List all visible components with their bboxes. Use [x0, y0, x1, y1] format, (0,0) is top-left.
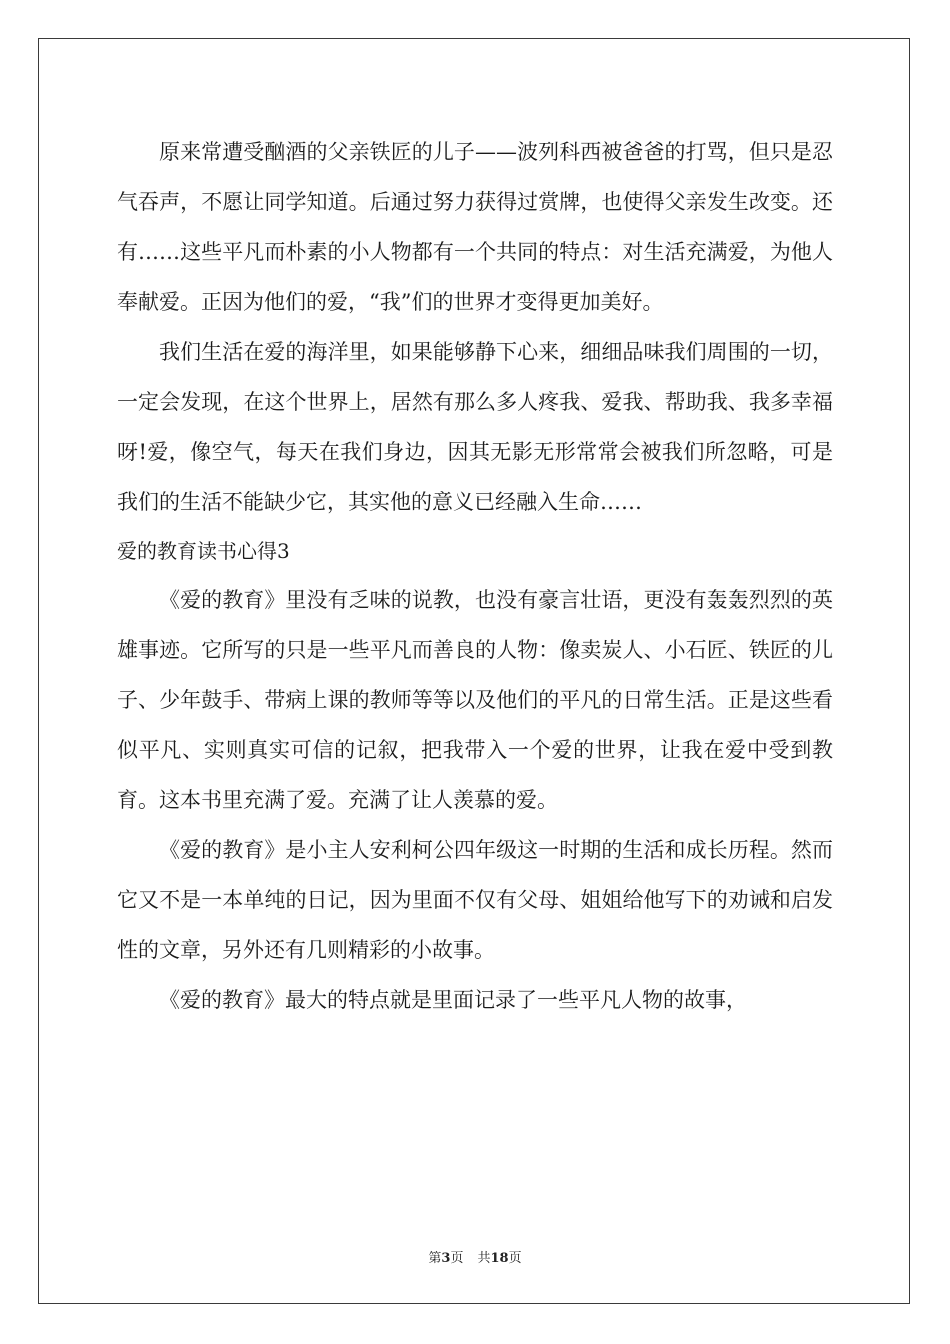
paragraph: 原来常遭受酗酒的父亲铁匠的儿子——波列科西被爸爸的打骂，但只是忍气吞声，不愿让同学知道。后通过努力获得过赏牌，也使得父亲发生改变。还有……这些平凡而朴素的小人物都有一个共同的特点：对生活充满爱，为他人奉献爱。正因为他们的爱，“我”们的世界才变得更加美好。: [117, 140, 833, 314]
paragraph: 《爱的教育》是小主人安利柯公四年级这一时期的生活和成长历程。然而它又不是一本单纯的日记，因为里面不仅有父母、姐姐给他写下的劝诫和启发性的文章，另外还有几则精彩的小故事。: [117, 838, 833, 962]
footer-page-number: 3: [441, 1251, 451, 1266]
paragraph: 《爱的教育》里没有乏味的说教，也没有豪言壮语，更没有轰轰烈烈的英雄事迹。它所写的只是一些平凡而善良的人物：像卖炭人、小石匠、铁匠的儿子、少年鼓手、带病上课的教师等等以及他们的平凡的日常生活。正是这些看似平凡、实则真实可信的记叙，把我带入一个爱的世界，让我在爱中受到教育。这本书里充满了爱。充满了让人羡慕的爱。: [117, 588, 833, 812]
footer-page-prefix: 第: [428, 1251, 442, 1266]
footer-total-prefix: 共: [477, 1251, 491, 1266]
section-heading: 爱的教育读书心得3: [117, 539, 290, 563]
footer-total-pages: 18: [490, 1251, 509, 1266]
footer-page-suffix: 页: [450, 1251, 464, 1266]
paragraph: 《爱的教育》最大的特点就是里面记录了一些平凡人物的故事，: [159, 988, 747, 1012]
page-footer: [0, 1247, 950, 1266]
document-body: [117, 127, 833, 1025]
paragraph: 我们生活在爱的海洋里，如果能够静下心来，细细品味我们周围的一切，一定会发现，在这个世界上，居然有那么多人疼我、爱我、帮助我、我多幸福呀!爱，像空气，每天在我们身边，因其无影无形常常会被我们所忽略，可是我们的生活不能缺少它，其实他的意义已经融入生命……: [117, 340, 833, 514]
footer-total-suffix: 页: [508, 1251, 522, 1266]
